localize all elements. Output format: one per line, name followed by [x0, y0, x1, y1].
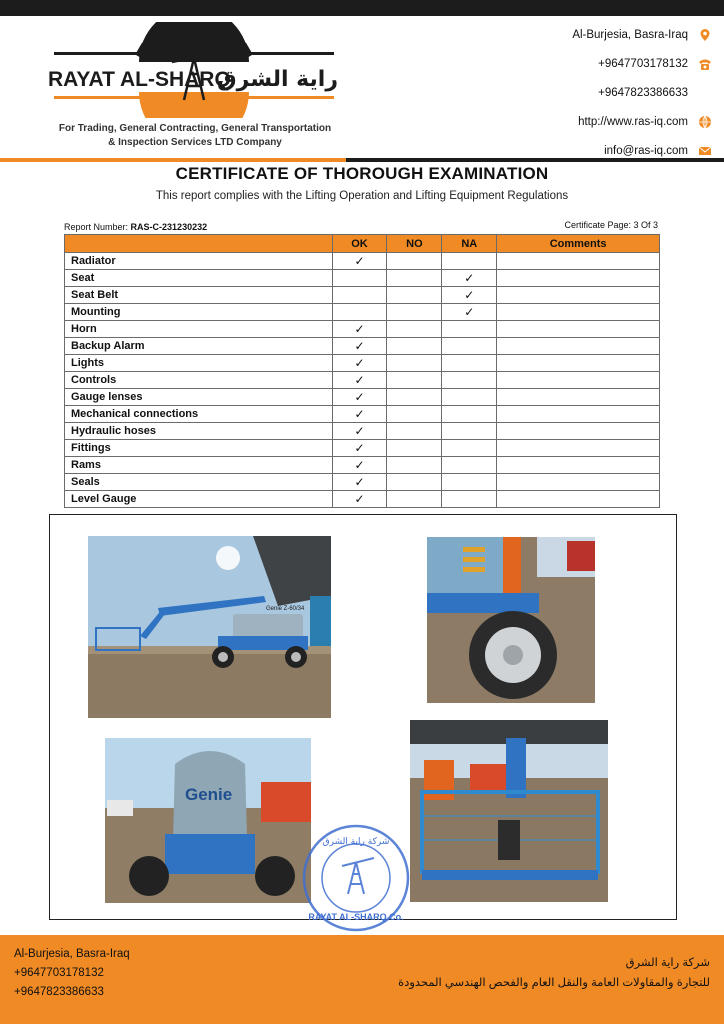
- row-ok-cell: ✓: [332, 338, 387, 355]
- location-pin-icon: [698, 28, 712, 42]
- row-item-label: Backup Alarm: [65, 338, 333, 355]
- row-item-label: Lights: [65, 355, 333, 372]
- table-row: [65, 355, 660, 372]
- email-text[interactable]: info@ras-iq.com: [604, 144, 688, 157]
- row-ok-cell: ✓: [332, 253, 387, 270]
- stamp-text-en: RAYAT AL-SHARQ Co.: [308, 912, 404, 922]
- row-na-cell: ✓: [442, 270, 497, 287]
- row-item-label: Radiator: [65, 253, 333, 270]
- table-row: [65, 457, 660, 474]
- contact-phone-2[interactable]: [412, 78, 712, 107]
- row-na-cell: [442, 321, 497, 338]
- header-na: NA: [442, 235, 497, 253]
- row-ok-cell: ✓: [332, 406, 387, 423]
- photo-3-label: Genie: [185, 785, 233, 804]
- row-ok-cell: ✓: [332, 423, 387, 440]
- row-no-cell: [387, 253, 442, 270]
- row-no-cell: [387, 270, 442, 287]
- row-na-cell: [442, 372, 497, 389]
- header-item: [65, 235, 333, 253]
- footer-company-name-ar: شركة راية الشرق: [625, 957, 710, 969]
- report-number-label: Report Number:: [64, 222, 129, 232]
- telephone-icon: [698, 57, 712, 71]
- row-comments-cell: [497, 474, 660, 491]
- row-comments-cell: [497, 440, 660, 457]
- row-comments-cell: [497, 491, 660, 508]
- row-na-cell: [442, 491, 497, 508]
- row-item-label: Level Gauge: [65, 491, 333, 508]
- row-na-cell: ✓: [442, 304, 497, 321]
- certificate-subtitle: This report complies with the Lifting Operation and Lifting Equipment Regulations: [155, 190, 569, 202]
- contact-address: [412, 20, 712, 49]
- row-comments-cell: [497, 406, 660, 423]
- contact-phone-1[interactable]: [412, 49, 712, 78]
- row-item-label: Horn: [65, 321, 333, 338]
- row-ok-cell: ✓: [332, 474, 387, 491]
- photo-1-label: Genie Z-60/34: [266, 606, 305, 612]
- table-row: [65, 321, 660, 338]
- row-item-label: Seat: [65, 270, 333, 287]
- row-item-label: Gauge lenses: [65, 389, 333, 406]
- header-no: NO: [387, 235, 442, 253]
- table-header-row: [65, 235, 660, 253]
- table-row: [65, 389, 660, 406]
- certificate-page: Certificate Page: 3 Of 3: [564, 220, 658, 230]
- row-na-cell: [442, 474, 497, 491]
- row-comments-cell: [497, 423, 660, 440]
- row-na-cell: [442, 389, 497, 406]
- logo-text-en: RAYAT AL-SHARQ: [48, 68, 231, 91]
- footer-company-ar: [398, 953, 710, 993]
- row-na-cell: [442, 406, 497, 423]
- row-comments-cell: [497, 304, 660, 321]
- phone-1-text[interactable]: +9647703178132: [598, 57, 688, 70]
- photo-platform-basket: [410, 720, 608, 902]
- row-ok-cell: ✓: [332, 372, 387, 389]
- row-ok-cell: ✓: [332, 389, 387, 406]
- phone-spacer: [698, 86, 712, 100]
- address-text: Al-Burjesia, Basra-Iraq: [572, 28, 688, 41]
- row-item-label: Fittings: [65, 440, 333, 457]
- row-no-cell: [387, 440, 442, 457]
- logo-text-ar: راية الشرق: [216, 67, 338, 92]
- row-comments-cell: [497, 287, 660, 304]
- row-no-cell: [387, 304, 442, 321]
- row-item-label: Seat Belt: [65, 287, 333, 304]
- phone-2-text[interactable]: +9647823386633: [598, 86, 688, 99]
- row-ok-cell: ✓: [332, 321, 387, 338]
- header-ok: OK: [332, 235, 387, 253]
- table-row: [65, 338, 660, 355]
- row-na-cell: [442, 253, 497, 270]
- row-no-cell: [387, 338, 442, 355]
- row-na-cell: [442, 338, 497, 355]
- row-no-cell: [387, 321, 442, 338]
- row-no-cell: [387, 423, 442, 440]
- row-ok-cell: [332, 304, 387, 321]
- row-item-label: Controls: [65, 372, 333, 389]
- table-row: [65, 440, 660, 457]
- row-comments-cell: [497, 372, 660, 389]
- row-item-label: Seals: [65, 474, 333, 491]
- table-row: [65, 270, 660, 287]
- row-ok-cell: ✓: [332, 491, 387, 508]
- row-comments-cell: [497, 253, 660, 270]
- table-row: [65, 253, 660, 270]
- row-ok-cell: ✓: [332, 440, 387, 457]
- certificate-title: CERTIFICATE OF THOROUGH EXAMINATION: [175, 164, 549, 183]
- page-footer: [0, 935, 724, 1024]
- row-ok-cell: [332, 270, 387, 287]
- top-bar: [0, 0, 724, 16]
- row-item-label: Hydraulic hoses: [65, 423, 333, 440]
- row-ok-cell: ✓: [332, 457, 387, 474]
- row-no-cell: [387, 372, 442, 389]
- row-na-cell: ✓: [442, 287, 497, 304]
- photo-boom-lift-side: [88, 536, 331, 718]
- photo-wheel-closeup: [427, 537, 595, 703]
- row-no-cell: [387, 287, 442, 304]
- row-no-cell: [387, 491, 442, 508]
- header-divider-orange: [0, 158, 346, 162]
- footer-contacts: [14, 945, 130, 1002]
- company-logo: [44, 22, 344, 118]
- table-row: [65, 474, 660, 491]
- tagline-line-1: For Trading, General Contracting, General Transportation: [58, 123, 332, 134]
- row-item-label: Mechanical connections: [65, 406, 333, 423]
- row-na-cell: [442, 423, 497, 440]
- row-na-cell: [442, 355, 497, 372]
- row-comments-cell: [497, 389, 660, 406]
- table-row: [65, 406, 660, 423]
- envelope-icon: [698, 144, 712, 158]
- stamp-text-ar: شركة راية الشرق: [322, 837, 390, 847]
- table-row: [65, 287, 660, 304]
- contact-website[interactable]: [412, 107, 712, 136]
- row-no-cell: [387, 474, 442, 491]
- footer-phone-1[interactable]: +9647703178132: [14, 967, 104, 979]
- header-divider-dark: [346, 158, 724, 162]
- row-no-cell: [387, 355, 442, 372]
- row-no-cell: [387, 457, 442, 474]
- table-row: [65, 304, 660, 321]
- table-row: [65, 372, 660, 389]
- row-comments-cell: [497, 355, 660, 372]
- row-no-cell: [387, 389, 442, 406]
- table-row: [65, 491, 660, 508]
- company-tagline: [30, 122, 360, 150]
- website-text[interactable]: http://www.ras-iq.com: [578, 115, 688, 128]
- row-na-cell: [442, 440, 497, 457]
- row-comments-cell: [497, 338, 660, 355]
- row-item-label: Mounting: [65, 304, 333, 321]
- report-number: [64, 222, 207, 232]
- row-na-cell: [442, 457, 497, 474]
- footer-phone-2[interactable]: +9647823386633: [14, 986, 104, 998]
- row-no-cell: [387, 406, 442, 423]
- inspection-table: [64, 234, 660, 508]
- report-number-value: RAS-C-231230232: [130, 222, 208, 232]
- row-ok-cell: ✓: [332, 355, 387, 372]
- header-comments: Comments: [497, 235, 660, 253]
- contact-block: [412, 20, 712, 165]
- table-row: [65, 423, 660, 440]
- row-comments-cell: [497, 270, 660, 287]
- company-stamp: [300, 822, 412, 934]
- footer-address: Al-Burjesia, Basra-Iraq: [14, 948, 130, 960]
- tagline-line-2: & Inspection Services LTD Company: [108, 137, 282, 148]
- globe-icon: [698, 115, 712, 129]
- row-comments-cell: [497, 457, 660, 474]
- row-comments-cell: [497, 321, 660, 338]
- footer-description-ar: للتجارة والمقاولات العامة والنقل العام والفحص الهندسي المحدودة: [398, 977, 710, 989]
- row-ok-cell: [332, 287, 387, 304]
- photo-genie-rear: [105, 738, 311, 903]
- row-item-label: Rams: [65, 457, 333, 474]
